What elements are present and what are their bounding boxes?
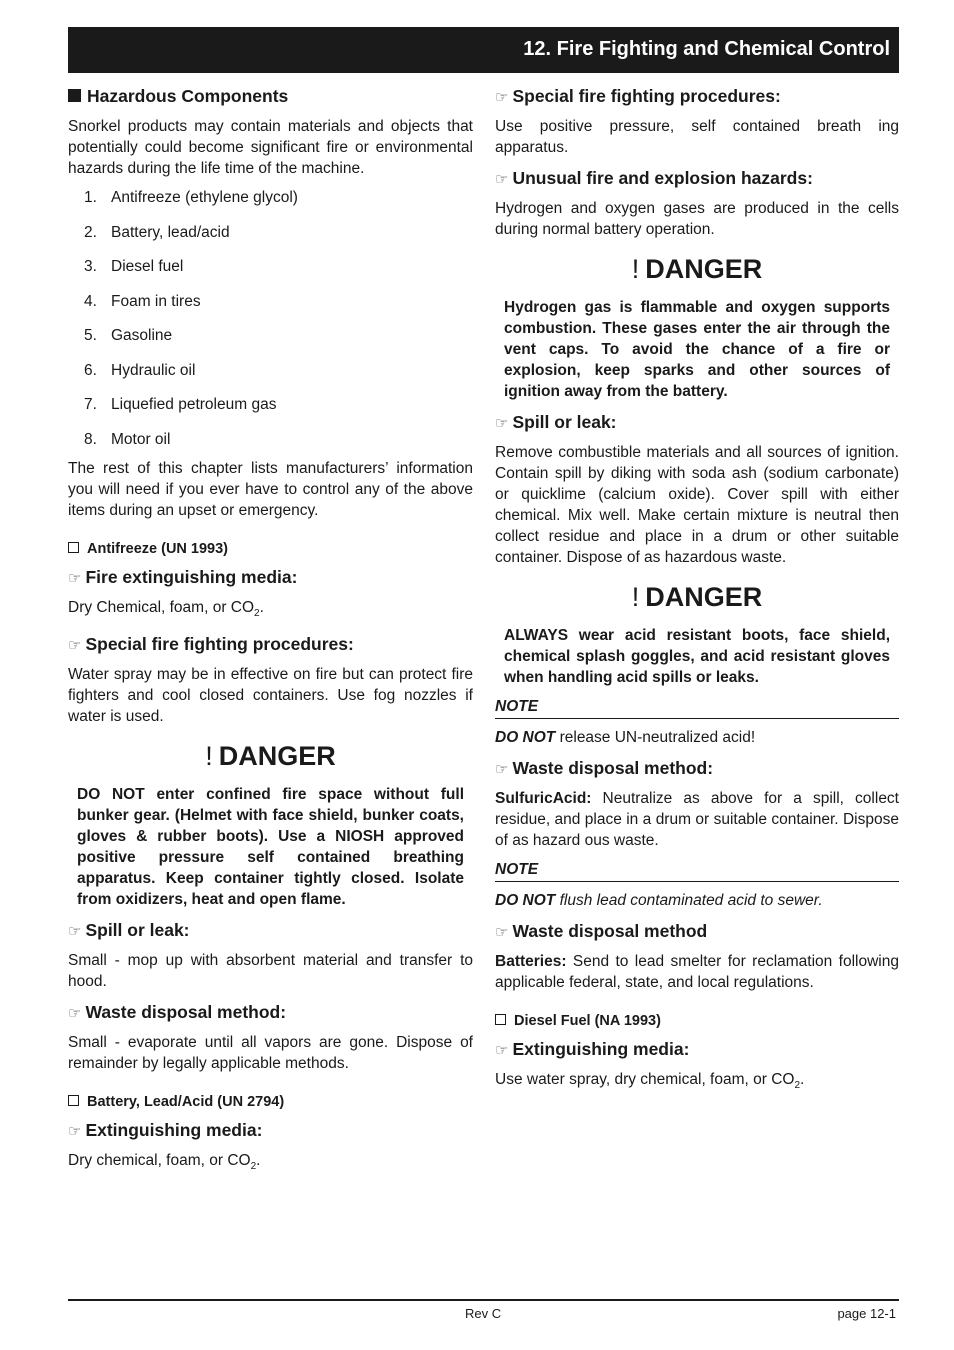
- waste-text: SulfuricAcid: Neutralize as above for a spill, collect residue, and place in a drum or suitable container. Dispose of as hazard ous waste.: [495, 790, 899, 849]
- extinguishing-heading: ☞ Extinguishing media:: [495, 1039, 690, 1059]
- antifreeze-title: Antifreeze (UN 1993): [68, 541, 473, 557]
- special-procedures-text: Water spray may be in effective on fire but can protect fire fighters and cool closed containers. Use fog nozzles if water is used.: [68, 665, 473, 725]
- footer-page-number: page 12-1: [837, 1306, 896, 1321]
- chapter-title: 12. Fire Fighting and Chemical Control: [523, 38, 890, 60]
- spill-heading: ☞ Spill or leak:: [495, 412, 617, 432]
- danger-heading: ! DANGER: [631, 254, 763, 284]
- extinguishing-text: Use water spray, dry chemical, foam, or $CO_2$.: [495, 1071, 805, 1092]
- danger-text: DO NOT enter confined fire space without full bunker gear. (Helmet with face shield, bunker coats, gloves & rubber boots). Use a NIOSH approved positive pressure self contained breathing apparatus. Keep container tightly closed. Isolate from oxidizers, heat and open flame.: [77, 785, 464, 908]
- pointing-hand-icon: ☞: [68, 636, 82, 654]
- exclamation-icon: !: [631, 254, 640, 284]
- waste-text: Small - evaporate until all vapors are gone. Dispose of remainder by legally applicable methods.: [68, 1033, 473, 1072]
- left-column: [68, 86, 473, 1185]
- hazard-list: [68, 187, 473, 450]
- fire-media-heading: ☞ Fire extinguishing media:: [68, 566, 298, 587]
- diesel-title: Diesel Fuel (NA 1993): [495, 1013, 899, 1029]
- special-procedures-text: Use positive pressure, self contained breath ing apparatus.: [495, 118, 899, 156]
- pointing-hand-icon: ☞: [495, 89, 509, 106]
- exclamation-icon: !: [205, 740, 213, 771]
- checkbox-square-icon: [495, 1014, 506, 1025]
- danger-heading: ! DANGER: [631, 582, 763, 612]
- list-item: 3. Diesel fuel: [84, 258, 184, 275]
- pointing-hand-icon: ☞: [68, 922, 82, 940]
- pointing-hand-icon: ☞: [68, 1122, 82, 1140]
- checkbox-square-icon: [68, 542, 79, 553]
- rest-paragraph: The rest of this chapter lists manufacturers’ information you will need if you ever have to control any of the above items during an upset or emergency.: [68, 459, 473, 519]
- danger-text: Hydrogen gas is flammable and oxygen supports combustion. These gases enter the air through the vent caps. To avoid the chance of a fire or explosion, keep sparks and other sources of ignition away from the battery.: [504, 299, 890, 400]
- note-label: NOTE: [495, 698, 899, 719]
- pointing-hand-icon: ☞: [495, 924, 509, 941]
- pointing-hand-icon: ☞: [495, 1042, 509, 1059]
- footer-divider: [68, 1299, 899, 1301]
- danger-text: ALWAYS wear acid resistant boots, face shield, chemical splash goggles, and acid resistant gloves when handling acid spills or leaks.: [504, 627, 890, 686]
- extinguishing-text: Dry chemical, foam, or $CO_2$.: [68, 1151, 261, 1172]
- section-heading-hazardous: Hazardous Components: [68, 86, 473, 107]
- chapter-header: [68, 27, 899, 73]
- pointing-hand-icon: ☞: [495, 761, 509, 778]
- waste-heading: ☞ Waste disposal method: [495, 921, 708, 941]
- footer-revision: Rev C: [465, 1306, 502, 1321]
- danger-heading: ! DANGER: [205, 740, 336, 771]
- unusual-hazards-text: Hydrogen and oxygen gases are produced in the cells during normal battery operation.: [495, 200, 899, 238]
- pointing-hand-icon: ☞: [495, 171, 509, 188]
- intro-paragraph: Snorkel products may contain materials and objects that potentially could become significant fire or environmental hazards during the life time of the machine.: [68, 118, 473, 177]
- list-item: 8. Motor oil: [84, 430, 171, 448]
- note-label: NOTE: [495, 861, 899, 882]
- square-bullet-icon: [68, 89, 81, 102]
- list-item: 4. Foam in tires: [84, 292, 201, 310]
- list-item: 5. Gasoline: [84, 327, 173, 344]
- note-text: DO NOT flush lead contaminated acid to sewer.: [495, 892, 823, 909]
- battery-title: Battery, Lead/Acid (UN 2794): [68, 1094, 473, 1110]
- waste-heading: ☞ Waste disposal method:: [495, 758, 714, 778]
- pointing-hand-icon: ☞: [495, 415, 509, 432]
- right-column: [495, 86, 899, 1104]
- exclamation-icon: !: [631, 582, 640, 612]
- spill-text: Small - mop up with absorbent material and transfer to hood.: [68, 951, 473, 990]
- checkbox-square-icon: [68, 1095, 79, 1106]
- extinguishing-heading: ☞ Extinguishing media:: [68, 1119, 263, 1140]
- pointing-hand-icon: ☞: [68, 1004, 82, 1022]
- list-item: 7. Liquefied petroleum gas: [84, 396, 277, 413]
- spill-text: Remove combustible materials and all sources of ignition. Contain spill by diking with soda ash (sodium carbonate) or quicklime (calcium oxide). Cover spill with either chemical. Mix well. Make certain mixture is neutral then collect residue and place in a drum or other suitable container. Dispose of as hazardous waste.: [495, 444, 899, 566]
- list-item: 6. Hydraulic oil: [84, 361, 196, 379]
- list-item: 2. Battery, lead/acid: [84, 223, 230, 241]
- list-item: 1. Antifreeze (ethylene glycol): [84, 189, 298, 206]
- waste-heading: ☞ Waste disposal method:: [68, 1001, 287, 1022]
- unusual-hazards-heading: ☞ Unusual fire and explosion hazards:: [495, 168, 813, 188]
- note-text: DO NOT release UN-neutralized acid!: [495, 729, 756, 746]
- waste-text: Batteries: Send to lead smelter for reclamation following applicable federal, state, and local regulations.: [495, 953, 899, 991]
- special-procedures-heading: ☞ Special fire fighting procedures:: [68, 633, 354, 654]
- fire-media-text: Dry Chemical, foam, or $CO_2$.: [68, 598, 264, 619]
- pointing-hand-icon: ☞: [68, 569, 82, 587]
- special-procedures-heading: ☞ Special fire fighting procedures:: [495, 86, 781, 106]
- spill-heading: ☞ Spill or leak:: [68, 919, 190, 940]
